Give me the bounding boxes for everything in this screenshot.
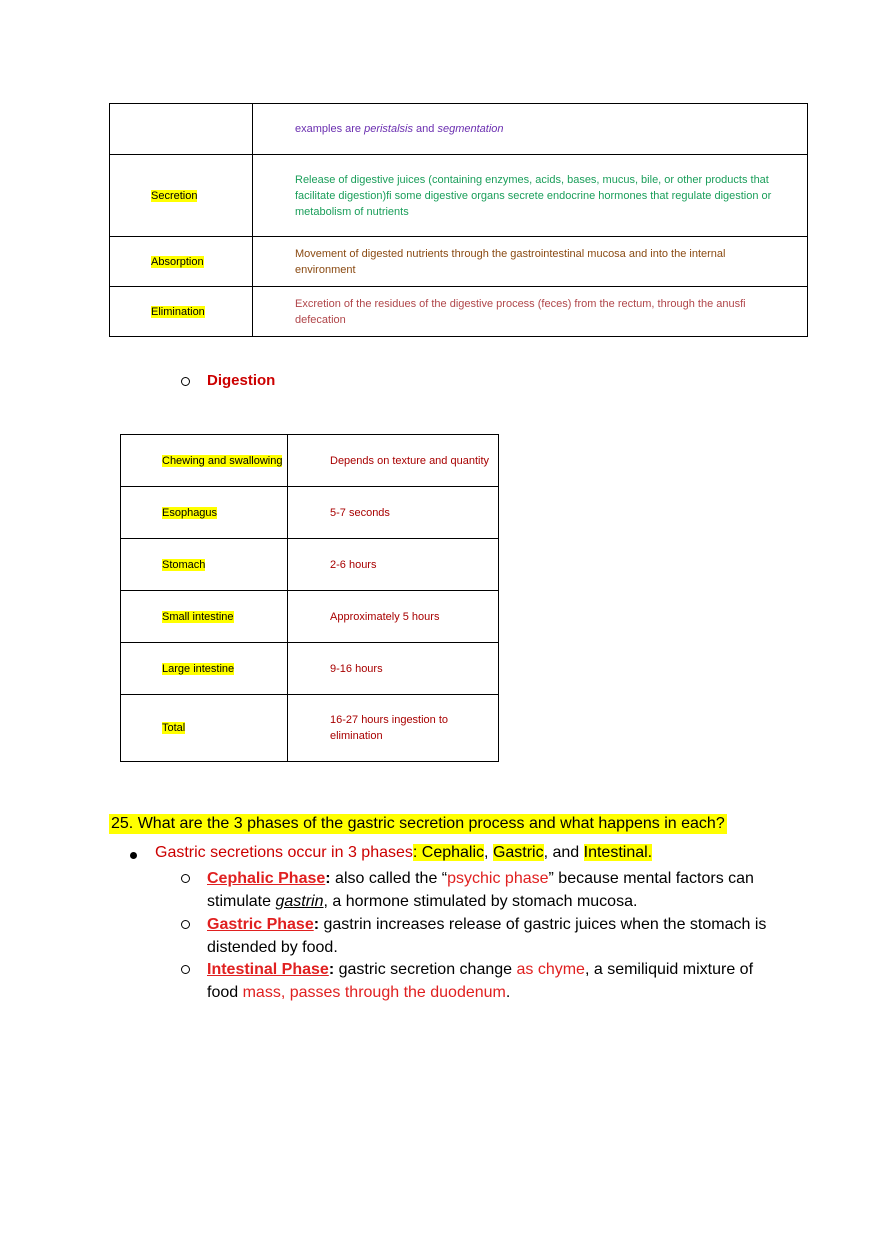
hollow-bullet-icon [181,377,190,386]
time-cell: 9-16 hours [288,643,499,695]
organ-cell: Large intestine [121,643,288,695]
bullet-icon [130,852,137,859]
process-description: Excretion of the residues of the digestive process (feces) from the rectum, through the anusfi defecation [253,287,808,337]
process-label-cell [110,104,253,155]
digestion-heading: Digestion [180,372,275,389]
table-row [110,237,808,287]
organ-cell: Total [121,695,288,762]
time-cell: Depends on texture and quantity [288,435,499,487]
table-row [110,104,808,155]
organ-cell: Esophagus [121,487,288,539]
process-label: Absorption [151,255,204,268]
list-item-gastric: Gastric Phase: gastrin increases release of gastric juices when the stomach is distended by food. [180,913,780,959]
term-segmentation: segmentation [437,123,504,135]
phase-label: Intestinal Phase [207,961,329,978]
table-row [121,591,499,643]
time-cell: Approximately 5 hours [288,591,499,643]
question-heading: 25. What are the 3 phases of the gastric secretion process and what happens in each? [111,815,725,832]
digestive-process-table [109,103,808,337]
table-row [121,539,499,591]
process-label-cell [110,155,253,237]
list-item-intestinal: Intestinal Phase: gastric secretion change as chyme, a semiliquid mixture of food mass, passes through the duodenum. [180,958,780,1004]
process-description: Movement of digested nutrients through the gastrointestinal mucosa and into the internal environment [253,237,808,287]
digestion-time-table [120,434,499,762]
term-peristalsis: peristalsis [364,123,413,135]
process-label: Secretion [151,189,198,202]
table-row [121,643,499,695]
organ-cell: Small intestine [121,591,288,643]
organ-cell: Stomach [121,539,288,591]
process-label-cell [110,287,253,337]
table-row [110,287,808,337]
time-cell: 5-7 seconds [288,487,499,539]
process-label-cell [110,237,253,287]
list-item: Gastric secretions occur in 3 phases: Cephalic, Gastric, and Intestinal. [130,844,652,862]
table-row [121,487,499,539]
process-label: Elimination [151,305,205,318]
hollow-bullet-icon [181,965,190,974]
table-row [110,155,808,237]
table-row [121,435,499,487]
process-description: examples are peristalsis and segmentation [253,104,808,155]
hollow-bullet-icon [181,920,190,929]
organ-cell: Chewing and swallowing [121,435,288,487]
hollow-bullet-icon [181,874,190,883]
phase-label: Cephalic Phase [207,870,326,887]
time-cell: 2-6 hours [288,539,499,591]
process-description: Release of digestive juices (containing enzymes, acids, bases, mucus, bile, or other products that facilitate digestion)fi some digestive organs secrete endocrine hormones that regulate digestion or metabolism of nutrients [253,155,808,237]
table-row [121,695,499,762]
list-item-cephalic: Cephalic Phase: also called the “psychic phase” because mental factors can stimulate gastrin, a hormone stimulated by stomach mucosa. [180,867,780,913]
time-cell: 16-27 hours ingestion to elimination [288,695,499,762]
phase-label: Gastric Phase [207,916,314,933]
